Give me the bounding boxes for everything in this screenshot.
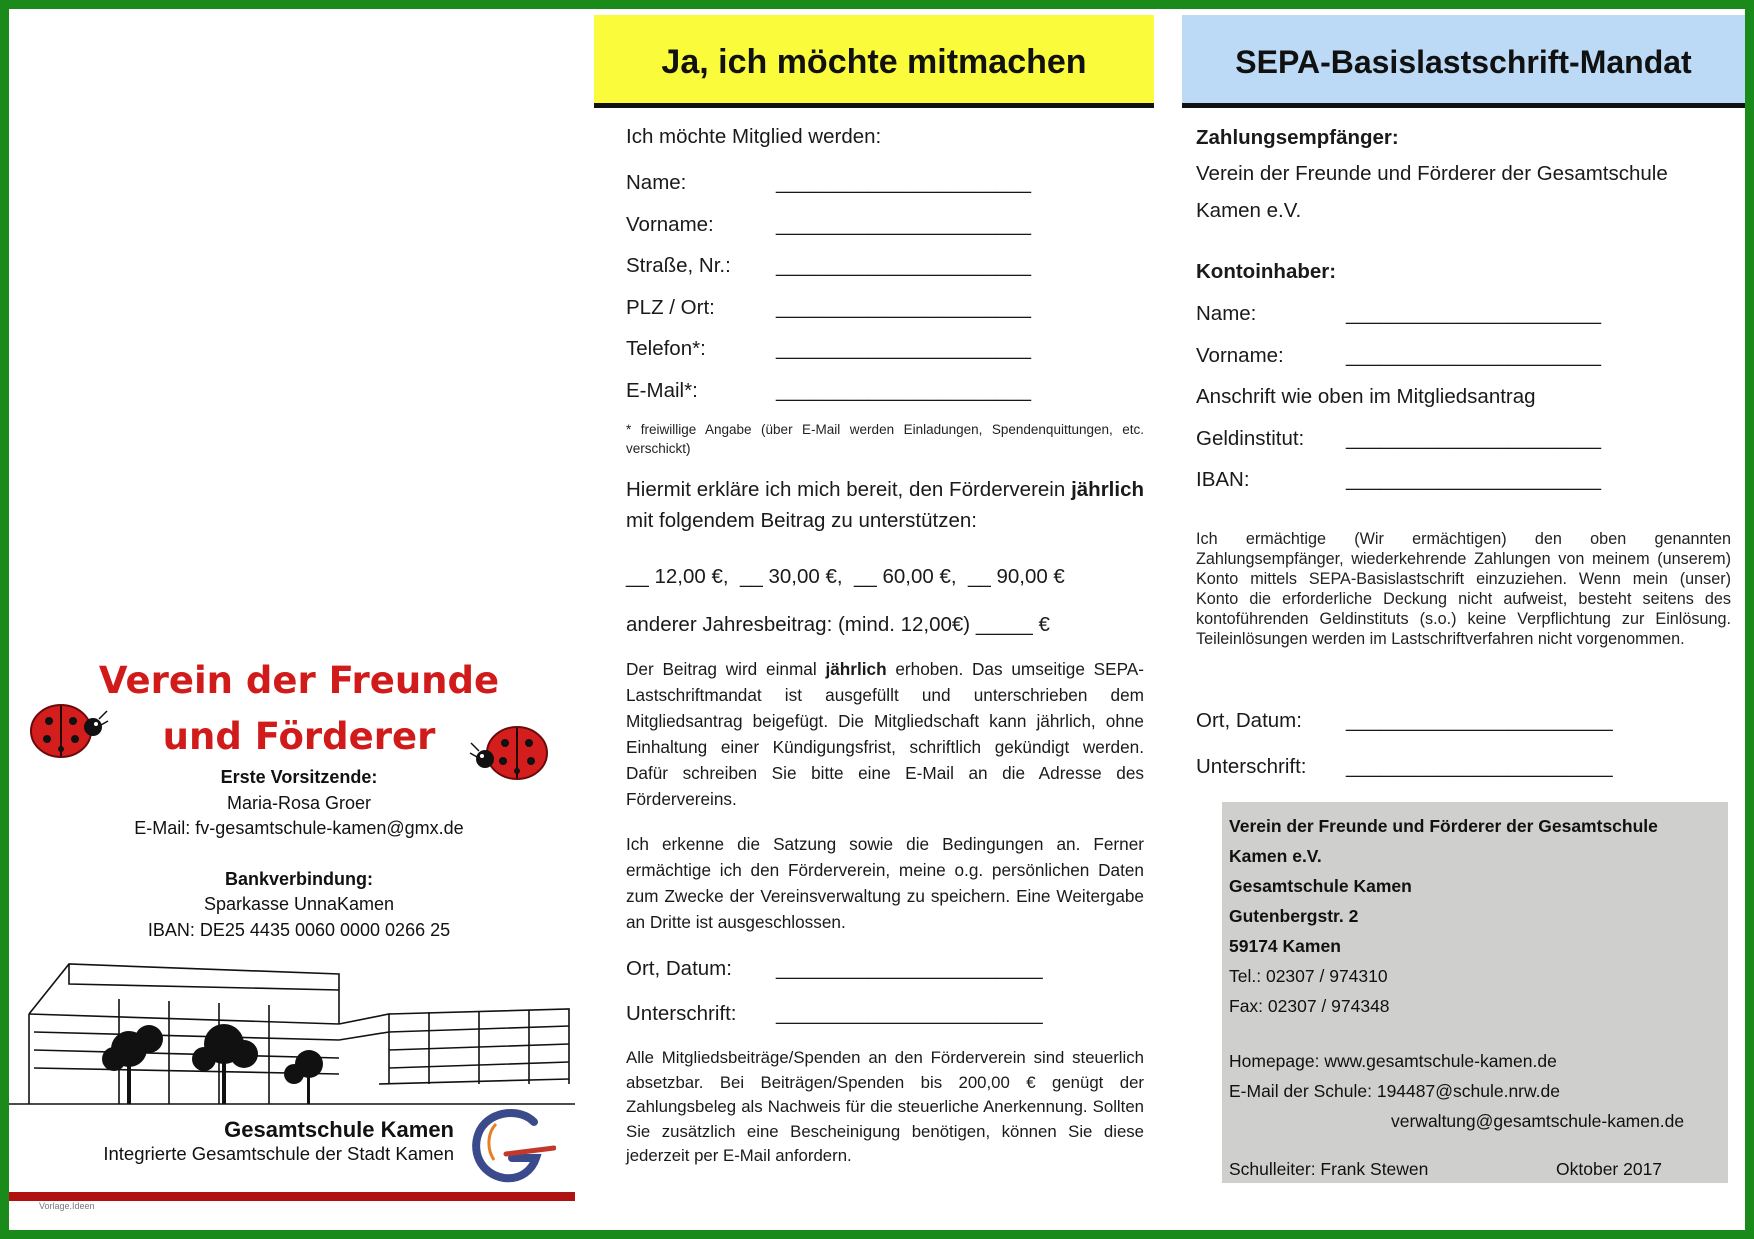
contact-school: Gesamtschule Kamen	[1229, 876, 1412, 896]
field-blank: _______________________	[1346, 709, 1613, 732]
contact-email[interactable]: E-Mail der Schule: 194487@schule.nrw.de	[1229, 1081, 1561, 1101]
field-blank: _______________________	[776, 1002, 1043, 1025]
address-note: Anschrift wie oben im Mitgliedsantrag	[1196, 385, 1536, 408]
template-credit: Vorlage.Ideen	[39, 1201, 95, 1211]
para1-bold: jährlich	[825, 659, 887, 679]
bank-label: Bankverbindung:	[224, 868, 373, 889]
contact-box	[1222, 802, 1728, 1183]
school-subtitle: Integrierte Gesamtschule der Stadt Kamen	[103, 1143, 454, 1164]
club-title-line2: und Förderer	[162, 715, 436, 758]
field-blank: ______________________	[776, 337, 1032, 360]
field-label: E-Mail*:	[626, 379, 698, 402]
school-name: Gesamtschule Kamen	[224, 1117, 454, 1142]
membership-intro: Ich möchte Mitglied werden:	[626, 125, 882, 148]
field-label: Vorname:	[1196, 344, 1284, 367]
field-label: Straße, Nr.:	[626, 254, 731, 277]
membership-panel	[594, 9, 1154, 1230]
declaration-part1: Hiermit erkläre ich mich bereit, den Förderverein	[626, 478, 1066, 501]
declaration-part2: mit folgendem Beitrag zu unterstützen:	[626, 509, 977, 532]
other-amount[interactable]: anderer Jahresbeitrag: (mind. 12,00€) _____ €	[626, 613, 1050, 636]
contact-date: Oktober 2017	[1556, 1159, 1663, 1179]
payee-line2: Kamen e.V.	[1196, 199, 1302, 222]
field-label: Ort, Datum:	[626, 957, 732, 980]
sepa-header: SEPA-Basislastschrift-Mandat	[1182, 15, 1745, 108]
payee-label: Zahlungsempfänger:	[1196, 126, 1399, 149]
field-blank: ______________________	[1346, 468, 1602, 491]
chair-label: Erste Vorsitzende:	[220, 767, 378, 787]
contact-org-line2: Kamen e.V.	[1229, 846, 1322, 866]
field-label: Telefon*:	[626, 337, 706, 360]
field-label: Geldinstitut:	[1196, 427, 1305, 450]
ladybug-left-icon	[19, 691, 109, 767]
school-building-illustration	[9, 954, 575, 1119]
field-blank: ______________________	[776, 171, 1032, 194]
field-label: Vorname:	[626, 213, 714, 236]
field-label: Unterschrift:	[1196, 755, 1307, 778]
field-label: Unterschrift:	[626, 1002, 737, 1025]
club-title	[69, 653, 529, 765]
contact-city: 59174 Kamen	[1229, 936, 1341, 956]
field-label: Name:	[1196, 302, 1257, 325]
para1-text-b: erhoben. Das umseitige SEPA-Lastschriftmandat ist ausgefüllt und unterschrieben dem Mitgliedsantrag beigefügt. Die Mitgliedschaft kann jährlich, ohne Einhaltung einer Kündigungsfrist, schriftlich gekündigt werden. Dafür schreiben Sie bitte eine E-Mail an die Adresse des Fördervereins.	[626, 659, 1144, 809]
club-contact-info	[69, 765, 529, 943]
tax-paragraph: Alle Mitgliedsbeiträge/Spenden an den Förderverein sind steuerlich absetzbar. Bei Beiträgen/Spenden bis 200,00 € genügt der Zahlungsbeleg als Nachweis für die steuerliche Anerkennung. Sollten Sie zusätzlich eine Bescheinigung benötigen, können Sie diese jederzeit per E-Mail anfordern.	[626, 1048, 1144, 1165]
cover-panel	[9, 9, 575, 1230]
contact-email2[interactable]: verwaltung@gesamtschule-kamen.de	[1391, 1111, 1685, 1131]
contact-principal: Schulleiter: Frank Stewen	[1229, 1159, 1429, 1179]
field-blank: ______________________	[776, 254, 1032, 277]
declaration-bold: jährlich	[1071, 478, 1144, 501]
declaration-text	[626, 474, 1144, 536]
amount-options[interactable]: __ 12,00 €, __ 30,00 €, __ 60,00 €, __ 90,00 €	[626, 565, 1065, 588]
field-blank: ______________________	[1346, 302, 1602, 325]
field-blank: ______________________	[776, 379, 1032, 402]
field-blank: ______________________	[1346, 427, 1602, 450]
sepa-panel	[1182, 9, 1745, 1230]
optional-footnote: * freiwillige Angabe (über E-Mail werden Einladungen, Spendenquittungen, etc. verschickt)	[626, 422, 1144, 456]
club-title-line1: Verein der Freunde	[98, 659, 500, 702]
field-label: Ort, Datum:	[1196, 709, 1302, 732]
sepa-authorization-text: Ich ermächtige (Wir ermächtigen) den oben genannten Zahlungsempfänger, wiederkehrende Zahlungen von meinem (unserem) Konto mittels SEPA-Basislastschrift einzuziehen. Wenn mein (unser) Konto die erforderliche Deckung nicht aufweist, besteht seitens des kontoführenden Geldinstituts (s.o.) keine Verpflichtung zur Einlösung. Teileinlösungen werden im Lastschriftverfahren nicht vorgenommen.	[1196, 530, 1731, 648]
bank-iban: IBAN: DE25 4435 0060 0000 0266 25	[147, 919, 451, 940]
chair-email: E-Mail: fv-gesamtschule-kamen@gmx.de	[134, 818, 464, 838]
field-blank: _______________________	[1346, 755, 1613, 778]
contact-org-line1: Verein der Freunde und Förderer der Gesamtschule	[1229, 816, 1658, 836]
contribution-paragraph	[626, 656, 1144, 812]
para1-text-a: Der Beitrag wird einmal	[626, 659, 826, 679]
red-footer-bar	[9, 1192, 575, 1201]
contact-tel: Tel.: 02307 / 974310	[1229, 966, 1388, 986]
field-label: IBAN:	[1196, 468, 1250, 491]
bank-name: Sparkasse UnnaKamen	[203, 894, 395, 914]
statute-paragraph: Ich erkenne die Satzung sowie die Bedingungen an. Ferner ermächtige ich den Förderverein, meine o.g. persönlichen Daten zum Zwecke der Vereinsverwaltung zu speichern. Eine Weitergabe an Dritte ist ausgeschlossen.	[626, 834, 1144, 932]
field-blank: ______________________	[776, 213, 1032, 236]
holder-label: Kontoinhaber:	[1196, 260, 1337, 283]
contact-fax: Fax: 02307 / 974348	[1229, 996, 1390, 1016]
contact-homepage[interactable]: Homepage: www.gesamtschule-kamen.de	[1229, 1051, 1557, 1071]
field-label: Name:	[626, 171, 687, 194]
flyer-page	[9, 9, 1745, 1230]
field-blank: ______________________	[1346, 344, 1602, 367]
school-g-logo	[466, 1104, 556, 1184]
contact-street: Gutenbergstr. 2	[1229, 906, 1359, 926]
chair-name: Maria-Rosa Groer	[226, 792, 372, 813]
field-blank: _______________________	[776, 957, 1043, 980]
field-blank: ______________________	[776, 296, 1032, 319]
field-label: PLZ / Ort:	[626, 296, 715, 319]
membership-header: Ja, ich möchte mitmachen	[594, 15, 1154, 108]
payee-line1: Verein der Freunde und Förderer der Gesamtschule	[1196, 162, 1668, 185]
